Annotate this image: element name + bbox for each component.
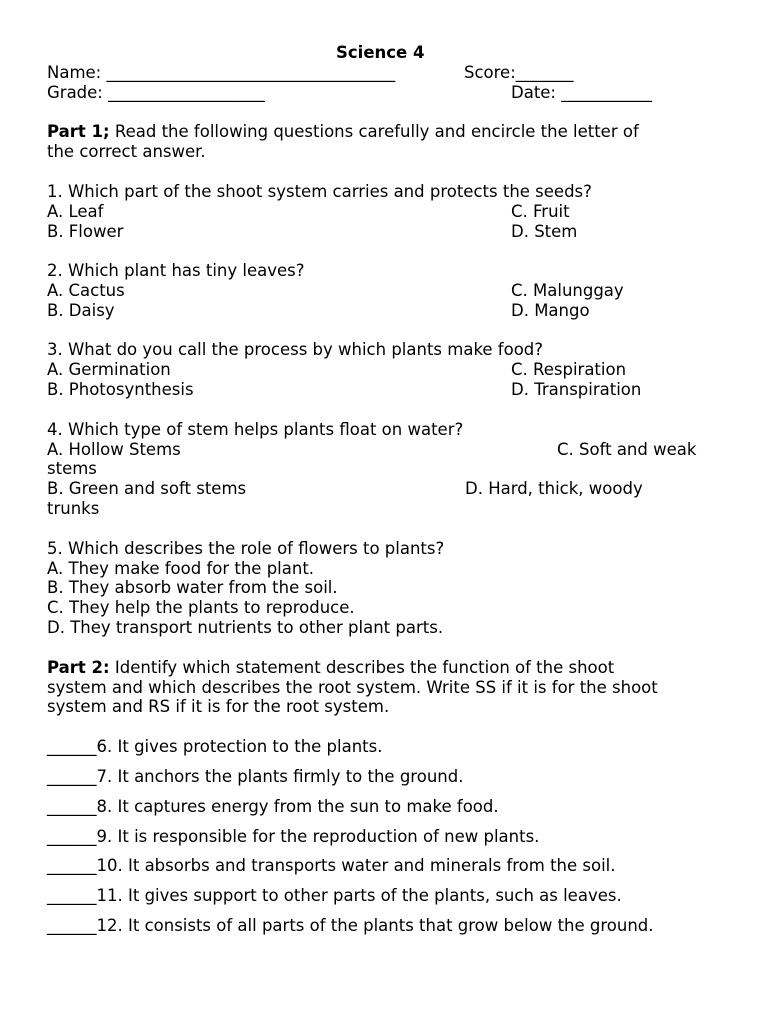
q1-option-a: A. Leaf <box>47 202 104 221</box>
part2-instruction-line1: Identify which statement describes the function of the shoot <box>109 658 615 677</box>
part2-item-11: ______11. It gives support to other parts of the plants, such as leaves. <box>47 886 622 905</box>
question-3: 3. What do you call the process by which plants make food? <box>47 340 544 359</box>
part2-item-12: ______12. It consists of all parts of the plants that grow below the ground. <box>47 916 654 935</box>
part1-instruction-line1: Read the following questions carefully and encircle the letter of <box>109 122 639 141</box>
q5-option-d: D. They transport nutrients to other plant parts. <box>47 618 444 637</box>
part1-instruction <box>47 122 639 142</box>
q2-option-a: A. Cactus <box>47 281 125 300</box>
name-field: Name: ___________________________________ <box>47 63 396 82</box>
part2-instruction-line3: system and RS if it is for the root system. <box>47 697 390 716</box>
q3-option-d: D. Transpiration <box>511 380 642 399</box>
part2-item-6: ______6. It gives protection to the plants. <box>47 737 383 756</box>
page-title: Science 4 <box>336 43 425 62</box>
q1-option-d: D. Stem <box>511 222 578 241</box>
grade-field: Grade: ___________________ <box>47 83 265 102</box>
q1-option-b: B. Flower <box>47 222 124 241</box>
q4-option-c-wrap: stems <box>47 459 97 478</box>
q4-option-b: B. Green and soft stems <box>47 479 247 498</box>
part2-item-7: ______7. It anchors the plants firmly to the ground. <box>47 767 464 786</box>
part1-label: Part 1; <box>47 122 110 141</box>
part2-item-10: ______10. It absorbs and transports water and minerals from the soil. <box>47 856 616 875</box>
question-2: 2. Which plant has tiny leaves? <box>47 261 305 280</box>
q3-option-b: B. Photosynthesis <box>47 380 194 399</box>
q4-option-c: C. Soft and weak <box>557 440 697 459</box>
q5-option-c: C. They help the plants to reproduce. <box>47 598 355 617</box>
q5-option-a: A. They make food for the plant. <box>47 559 315 578</box>
question-4: 4. Which type of stem helps plants float on water? <box>47 420 464 439</box>
part2-instruction <box>47 658 614 678</box>
question-1: 1. Which part of the shoot system carries and protects the seeds? <box>47 182 592 201</box>
part2-instruction-line2: system and which describes the root system. Write SS if it is for the shoot <box>47 678 658 697</box>
part1-instruction-line2: the correct answer. <box>47 142 206 161</box>
q1-option-c: C. Fruit <box>511 202 570 221</box>
q2-option-c: C. Malunggay <box>511 281 624 300</box>
question-5: 5. Which describes the role of flowers to plants? <box>47 539 445 558</box>
q3-option-c: C. Respiration <box>511 360 627 379</box>
part2-item-9: ______9. It is responsible for the reproduction of new plants. <box>47 827 540 846</box>
q4-option-a: A. Hollow Stems <box>47 440 181 459</box>
q2-option-b: B. Daisy <box>47 301 115 320</box>
q3-option-a: A. Germination <box>47 360 171 379</box>
part2-item-8: ______8. It captures energy from the sun to make food. <box>47 797 499 816</box>
date-field: Date: ___________ <box>511 83 652 102</box>
q4-option-d: D. Hard, thick, woody <box>465 479 643 498</box>
part2-label: Part 2: <box>47 658 110 677</box>
q2-option-d: D. Mango <box>511 301 590 320</box>
q5-option-b: B. They absorb water from the soil. <box>47 578 338 597</box>
score-field: Score:_______ <box>464 63 574 82</box>
q4-option-d-wrap: trunks <box>47 499 100 518</box>
